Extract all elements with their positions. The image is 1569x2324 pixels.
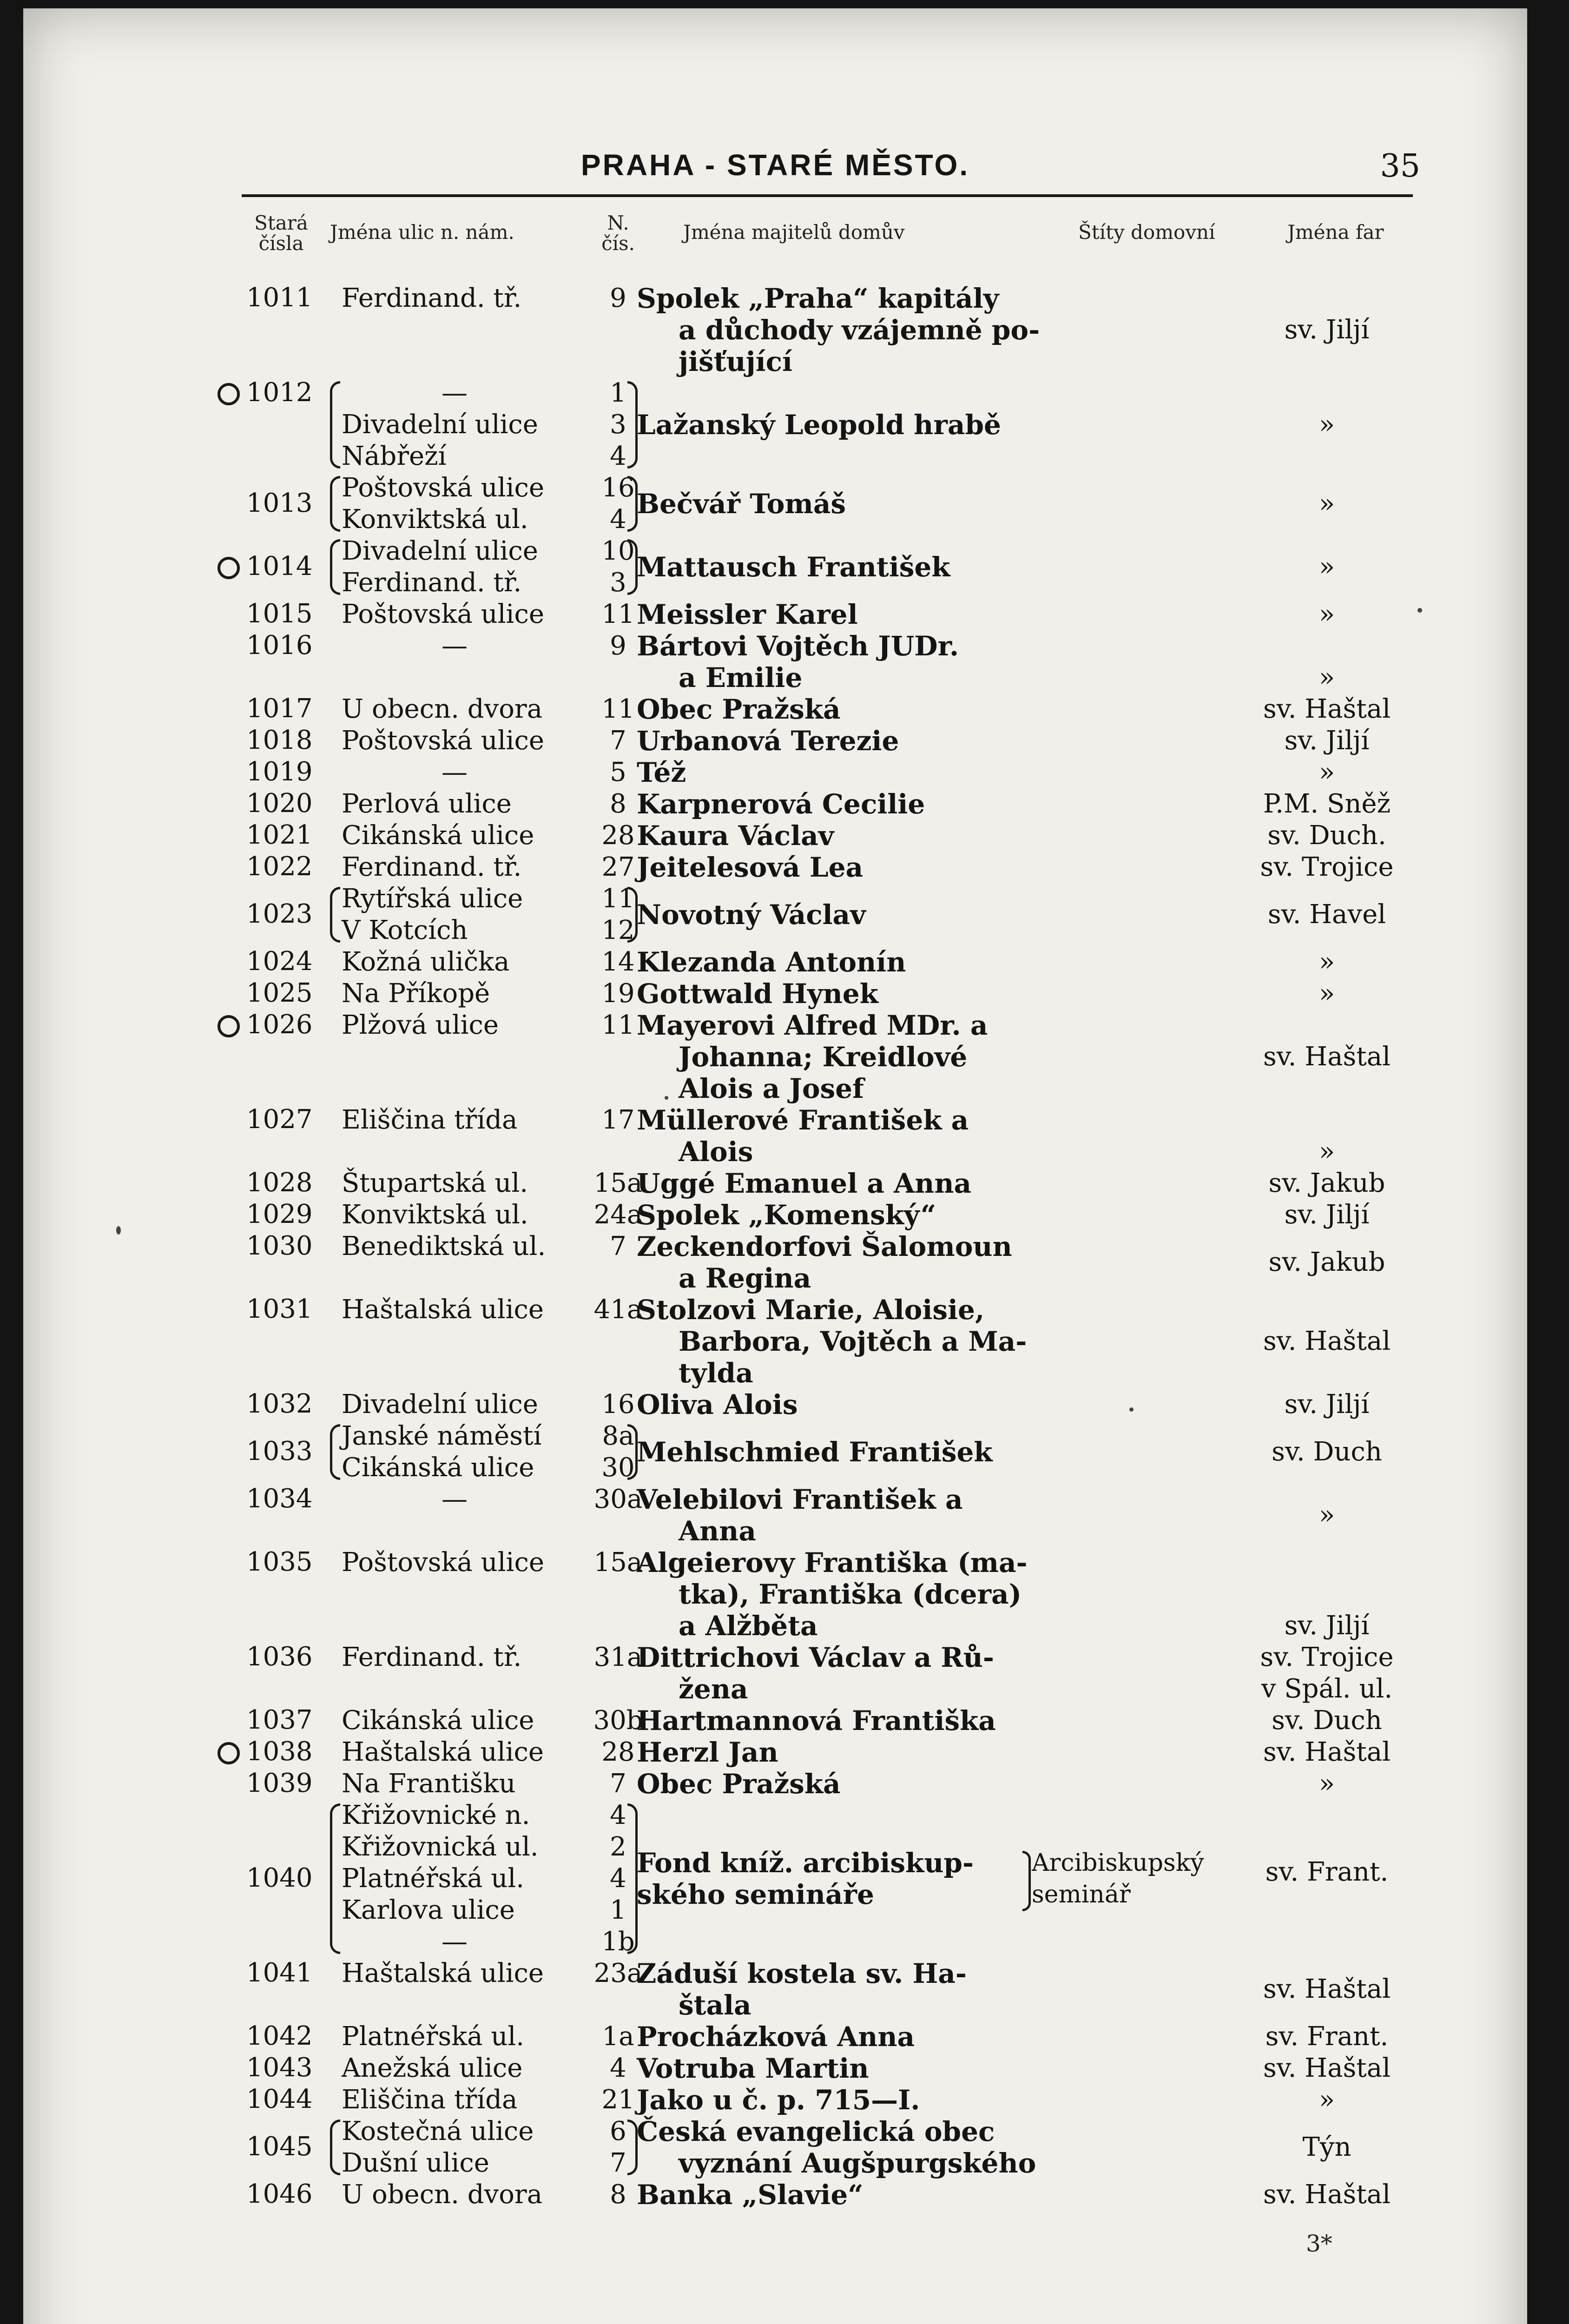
house-number: 17 [601, 1105, 635, 1135]
street-name: Poštovská ulice [342, 599, 544, 629]
table-row [23, 820, 1527, 852]
house-number: 30b [593, 1705, 643, 1736]
parish-name: sv. Haštal [1263, 1974, 1391, 2004]
owner-name: Bártovi Vojtěch JUDr. [637, 630, 959, 662]
parish-name: sv. Trojice [1260, 852, 1394, 882]
old-number: 1032 [246, 1389, 313, 1419]
house-number: 11 [601, 884, 635, 914]
owner-name: Alois [679, 1136, 753, 1168]
street-name: Cikánská ulice [342, 1705, 534, 1736]
table-row [23, 693, 1527, 725]
parish-name: sv. Haštal [1263, 694, 1391, 724]
right-brace [627, 2119, 638, 2175]
table-row [23, 1642, 1527, 1705]
parish-name: v Spál. ul. [1261, 1674, 1393, 1704]
parish-name: sv. Frant. [1265, 1857, 1389, 1888]
old-number: 1034 [246, 1484, 313, 1514]
house-number: 3 [610, 409, 626, 440]
old-number: 1014 [246, 551, 313, 581]
street-name: Křižovnické n. [342, 1800, 530, 1830]
old-number: 1024 [246, 946, 313, 977]
house-number: 8 [610, 2179, 626, 2210]
owner-name: Mehlschmied František [637, 1436, 993, 1468]
street-name: Poštovská ulice [342, 726, 544, 756]
parish-name: sv. Jakub [1268, 1168, 1385, 1198]
old-number: 1033 [246, 1436, 313, 1466]
col-head-parishes: Jména far [1287, 221, 1384, 244]
street-name: Benediktská ul. [342, 1231, 546, 1261]
parish-name: sv. Duch [1272, 1705, 1382, 1736]
old-number: 1026 [246, 1010, 313, 1040]
table-row [23, 1800, 1527, 1958]
table-row [23, 2116, 1527, 2179]
street-name: — [442, 757, 468, 787]
street-name: — [442, 1927, 468, 1957]
parish-name: sv. Havel [1267, 899, 1386, 930]
street-name: Eliščina třída [342, 2085, 518, 2115]
owner-name: Mattausch František [637, 551, 950, 583]
street-name: Divadelní ulice [342, 409, 538, 440]
right-brace [1022, 1851, 1031, 1911]
old-number: 1029 [246, 1199, 313, 1229]
street-name: Ferdinand. tř. [342, 283, 522, 313]
house-number: 24a [593, 1200, 643, 1230]
house-number: 4 [610, 441, 626, 471]
owner-name: tka), Františka (dcera) [679, 1578, 1022, 1610]
owner-name: Anna [679, 1515, 756, 1547]
table-row [23, 788, 1527, 820]
old-number: 1037 [246, 1705, 313, 1735]
right-brace [627, 1424, 638, 1480]
house-number: 23a [593, 1958, 643, 1988]
print-speck [116, 1226, 121, 1235]
street-name: — [442, 378, 468, 408]
old-number: 1013 [246, 488, 313, 518]
left-brace [330, 381, 340, 469]
col-head-streets: Jména ulic n. nám. [330, 221, 514, 244]
owner-name: Lažanský Leopold hrabě [637, 409, 1001, 441]
owner-name: Urbanová Terezie [637, 725, 899, 757]
table-row [23, 2021, 1527, 2053]
left-brace [330, 1803, 340, 1954]
house-number: 11 [601, 599, 635, 629]
table-row [23, 2084, 1527, 2116]
street-name: Haštalská ulice [342, 1294, 544, 1325]
old-number: 1022 [246, 852, 313, 882]
street-name: Karlova ulice [342, 1895, 515, 1925]
table-row [23, 1389, 1527, 1420]
old-number: 1040 [246, 1863, 313, 1893]
parish-name: » [1318, 409, 1335, 440]
old-number: 1039 [246, 1768, 313, 1798]
owner-name: Karpnerová Cecilie [637, 788, 925, 820]
parish-name: sv. Jiljí [1284, 1200, 1370, 1230]
old-number: 1043 [246, 2053, 313, 2083]
parish-name: » [1318, 552, 1335, 582]
table-row [23, 2053, 1527, 2084]
owner-name: Klezanda Antonín [637, 946, 906, 978]
owner-name: Fond kníž. arcibiskup- [637, 1847, 974, 1879]
street-name: Platnéřská ul. [342, 1863, 525, 1894]
house-number: 5 [610, 757, 626, 787]
old-number: 1011 [246, 283, 313, 313]
owner-name: Gottwald Hynek [637, 978, 878, 1010]
old-number: 1020 [246, 788, 313, 819]
table-row [23, 599, 1527, 630]
owner-name: a Regina [679, 1262, 811, 1294]
street-name: Janské náměstí [342, 1421, 542, 1451]
parish-name: » [1318, 599, 1335, 629]
parish-name: sv. Jiljí [1284, 1389, 1370, 1419]
owner-name: vyznání Augšpurgského [679, 2147, 1036, 2179]
house-number: 8a [602, 1421, 634, 1451]
owner-name: Votruba Martin [637, 2053, 869, 2084]
parish-name: sv. Jiljí [1284, 726, 1370, 756]
signature-mark: 3* [1306, 2230, 1332, 2257]
street-name: Kožná ulička [342, 947, 510, 977]
street-name: Cikánská ulice [342, 820, 534, 851]
old-number: 1019 [246, 757, 313, 787]
old-number: 1025 [246, 978, 313, 1008]
owner-name: Stolzovi Marie, Aloisie, [637, 1294, 985, 1326]
right-brace [627, 887, 638, 943]
owner-name: jišťující [679, 346, 792, 377]
street-name: Platnéřská ul. [342, 2021, 525, 2052]
owner-name: ského semináře [637, 1879, 874, 1910]
left-brace [330, 1424, 340, 1480]
table-row [23, 377, 1527, 472]
table-row [23, 1420, 1527, 1484]
owner-name: Jako u č. p. 715—I. [637, 2084, 920, 2116]
col-head-house-no: N. čís. [601, 211, 635, 255]
owner-name: Hartmannová Františka [637, 1705, 996, 1736]
house-number: 28 [601, 1737, 635, 1767]
table-row [23, 1168, 1527, 1199]
owner-name: Dittrichovi Václav a Rů- [637, 1642, 994, 1673]
right-brace [627, 1803, 638, 1954]
old-number: 1031 [246, 1294, 313, 1324]
house-number: 4 [610, 2053, 626, 2083]
owner-name: Oliva Alois [637, 1389, 798, 1420]
table-row [23, 978, 1527, 1010]
house-number: 15a [593, 1547, 643, 1578]
old-number: 1027 [246, 1104, 313, 1135]
old-number: 1030 [246, 1231, 313, 1261]
parish-name: sv. Duch. [1267, 820, 1386, 851]
table-row [23, 1547, 1527, 1642]
left-brace [330, 887, 340, 943]
house-number: 16 [601, 473, 635, 503]
table-row [23, 2179, 1527, 2211]
print-speck [1129, 1407, 1134, 1412]
house-number: 7 [610, 726, 626, 756]
house-number: 11 [601, 1010, 635, 1040]
house-sign: seminář [1032, 1881, 1131, 1908]
house-number: 2 [610, 1832, 626, 1862]
house-number: 14 [601, 947, 635, 977]
margin-circle-mark [218, 1742, 240, 1764]
table-row [23, 1199, 1527, 1231]
owner-name: a Alžběta [679, 1610, 818, 1642]
house-number: 28 [601, 820, 635, 851]
table-row [23, 946, 1527, 978]
table-row [23, 1294, 1527, 1389]
parish-name: sv. Jiljí [1284, 315, 1370, 345]
house-number: 15a [593, 1168, 643, 1198]
old-number: 1016 [246, 630, 313, 660]
street-name: Konviktská ul. [342, 1200, 528, 1230]
right-brace [627, 476, 638, 532]
house-number: 3 [610, 568, 626, 598]
old-number: 1021 [246, 820, 313, 850]
house-number: 31a [593, 1642, 643, 1672]
owner-name: Mayerovi Alfred MDr. a [637, 1010, 988, 1041]
house-number: 8 [610, 789, 626, 819]
street-name: Štupartská ul. [342, 1168, 528, 1198]
street-name: Konviktská ul. [342, 504, 528, 535]
house-number: 16 [601, 1389, 635, 1419]
table-row [23, 1484, 1527, 1547]
owner-name: Johanna; Kreidlové [679, 1041, 968, 1073]
right-brace [627, 539, 638, 595]
old-number: 1045 [246, 2132, 313, 2162]
old-number: 1018 [246, 725, 313, 755]
street-name: Divadelní ulice [342, 1389, 538, 1419]
house-number: 9 [610, 631, 626, 661]
old-number: 1035 [246, 1547, 313, 1577]
old-number: 1036 [246, 1642, 313, 1672]
parish-name: » [1318, 2085, 1335, 2115]
street-name: Na Příkopě [342, 978, 490, 1009]
street-name: — [442, 631, 468, 661]
table-row [23, 472, 1527, 535]
street-name: Cikánská ulice [342, 1452, 534, 1483]
owner-name: štala [679, 1989, 752, 2021]
parish-name: sv. Trojice [1260, 1642, 1394, 1672]
parish-name: » [1318, 489, 1335, 519]
house-number: 6 [610, 2116, 626, 2146]
street-name: Haštalská ulice [342, 1958, 544, 1988]
street-name: Poštovská ulice [342, 473, 544, 503]
left-brace [330, 2119, 340, 2175]
street-name: Kostečná ulice [342, 2116, 534, 2146]
old-number: 1023 [246, 899, 313, 929]
house-number: 9 [610, 283, 626, 313]
parish-name: » [1318, 1136, 1335, 1167]
col-head-owners: Jména majitelů domův [683, 221, 905, 244]
owner-name: Novotný Václav [637, 899, 866, 931]
street-name: Eliščina třída [342, 1105, 518, 1135]
table-row [23, 1736, 1527, 1768]
house-number: 1 [610, 378, 626, 408]
old-number: 1041 [246, 1958, 313, 1988]
parish-name: » [1318, 1500, 1335, 1530]
print-speck [1417, 608, 1422, 613]
owner-name: Spolek „Komenský“ [637, 1199, 936, 1231]
table-row [23, 1958, 1527, 2021]
old-number: 1028 [246, 1168, 313, 1198]
house-number: 30 [601, 1452, 635, 1483]
owner-name: Procházková Anna [637, 2021, 915, 2053]
parish-name: sv. Duch [1272, 1437, 1382, 1467]
parish-name: sv. Haštal [1263, 1326, 1391, 1356]
owner-name: Velebilovi František a [637, 1484, 963, 1515]
house-number: 10 [601, 536, 635, 566]
old-number: 1042 [246, 2021, 313, 2051]
parish-name: sv. Frant. [1265, 2021, 1389, 2052]
owner-name: Též [637, 757, 686, 788]
street-name: — [442, 1484, 468, 1514]
street-name: Rytířská ulice [342, 884, 523, 914]
print-speck [665, 1096, 668, 1100]
old-number: 1046 [246, 2179, 313, 2209]
parish-name: sv. Haštal [1263, 2053, 1391, 2083]
street-name: Perlová ulice [342, 789, 512, 819]
margin-circle-mark [218, 557, 240, 579]
parish-name: sv. Haštal [1263, 1737, 1391, 1767]
parish-name: sv. Haštal [1263, 2179, 1391, 2210]
table-row [23, 883, 1527, 946]
owner-name: Meissler Karel [637, 599, 858, 630]
header-rule [242, 194, 1413, 197]
margin-circle-mark [218, 383, 240, 405]
street-name: U obecn. dvora [342, 694, 543, 724]
parish-name: » [1318, 662, 1335, 693]
street-name: Haštalská ulice [342, 1737, 544, 1767]
house-number: 4 [610, 1863, 626, 1894]
street-name: Nábřeží [342, 441, 447, 471]
col-head-signs: Štíty domovní [1078, 221, 1215, 244]
register-table [23, 283, 1527, 2211]
house-number: 1 [610, 1895, 626, 1925]
table-row [23, 1010, 1527, 1104]
parish-name: sv. Jakub [1268, 1247, 1385, 1277]
parish-name: » [1318, 757, 1335, 787]
street-name: U obecn. dvora [342, 2179, 543, 2210]
page-number: 35 [1380, 148, 1420, 185]
table-row [23, 725, 1527, 757]
parish-name: » [1318, 1769, 1335, 1799]
old-number: 1044 [246, 2084, 313, 2114]
parish-name: » [1318, 947, 1335, 977]
house-number: 7 [610, 1769, 626, 1799]
house-number: 7 [610, 2148, 626, 2178]
house-number: 4 [610, 1800, 626, 1830]
parish-name: » [1318, 978, 1335, 1009]
house-number: 1a [602, 2021, 634, 2052]
table-row [23, 630, 1527, 693]
house-number: 19 [601, 978, 635, 1009]
house-sign: Arcibiskupský [1032, 1849, 1204, 1877]
old-number: 1038 [246, 1736, 313, 1767]
old-number: 1015 [246, 599, 313, 629]
house-number: 12 [601, 915, 635, 945]
street-name: Anežská ulice [342, 2053, 523, 2083]
parish-name: P.M. Sněž [1263, 789, 1391, 819]
street-name: Ferdinand. tř. [342, 1642, 522, 1672]
owner-name: a Emilie [679, 662, 803, 693]
col-head-old-numbers: Stará čísla [254, 211, 308, 255]
right-brace [627, 381, 638, 469]
table-row [23, 1231, 1527, 1294]
street-name: Divadelní ulice [342, 536, 538, 566]
owner-name: Barbora, Vojtěch a Ma- [679, 1326, 1027, 1357]
table-row [23, 852, 1527, 883]
street-name: Ferdinand. tř. [342, 568, 522, 598]
book-page [23, 8, 1527, 2324]
owner-name: Kaura Václav [637, 820, 834, 852]
street-name: Ferdinand. tř. [342, 852, 522, 882]
parish-name: Týn [1302, 2132, 1351, 2162]
owner-name: Müllerové František a [637, 1104, 969, 1136]
owner-name: Alois a Josef [679, 1073, 864, 1104]
house-number: 11 [601, 694, 635, 724]
house-number: 27 [601, 852, 635, 882]
house-number: 4 [610, 504, 626, 535]
house-number: 1b [601, 1927, 635, 1957]
owner-name: tylda [679, 1357, 753, 1389]
page-title: PRAHA - STARÉ MĚSTO. [580, 148, 970, 182]
owner-name: Obec Pražská [637, 1768, 841, 1800]
left-brace [330, 476, 340, 532]
owner-name: žena [679, 1673, 748, 1705]
street-name: Poštovská ulice [342, 1547, 544, 1578]
table-row [23, 1705, 1527, 1736]
owner-name: Česká evangelická obec [637, 2116, 995, 2147]
house-number: 41a [593, 1294, 643, 1325]
street-name: V Kotcích [342, 915, 468, 945]
owner-name: Bečvář Tomáš [637, 488, 846, 520]
street-name: Křižovnická ul. [342, 1832, 539, 1862]
house-number: 21 [601, 2085, 635, 2115]
owner-name: Algeierovy Františka (ma- [637, 1547, 1028, 1578]
left-brace [330, 539, 340, 595]
owner-name: Banka „Slavie“ [637, 2179, 864, 2211]
owner-name: Obec Pražská [637, 693, 841, 725]
street-name: Plžová ulice [342, 1010, 499, 1040]
old-number: 1012 [246, 377, 313, 408]
street-name: Dušní ulice [342, 2148, 489, 2178]
table-row [23, 535, 1527, 599]
owner-name: Spolek „Praha“ kapitály [637, 283, 999, 314]
table-row [23, 1104, 1527, 1168]
owner-name: Záduší kostela sv. Ha- [637, 1958, 967, 1989]
house-number: 30a [593, 1484, 643, 1514]
parish-name: sv. Haštal [1263, 1042, 1391, 1072]
owner-name: Herzl Jan [637, 1736, 778, 1768]
old-number: 1017 [246, 693, 313, 724]
margin-circle-mark [218, 1015, 240, 1037]
owner-name: Uggé Emanuel a Anna [637, 1168, 972, 1199]
street-name: Na Františku [342, 1769, 516, 1799]
table-row [23, 283, 1527, 377]
house-number: 7 [610, 1231, 626, 1261]
owner-name: a důchody vzájemně po- [679, 314, 1040, 346]
owner-name: Zeckendorfovi Šalomoun [637, 1231, 1012, 1262]
parish-name: sv. Jiljí [1284, 1611, 1370, 1641]
table-row [23, 757, 1527, 788]
owner-name: Jeitelesová Lea [637, 852, 864, 883]
table-row [23, 1768, 1527, 1800]
